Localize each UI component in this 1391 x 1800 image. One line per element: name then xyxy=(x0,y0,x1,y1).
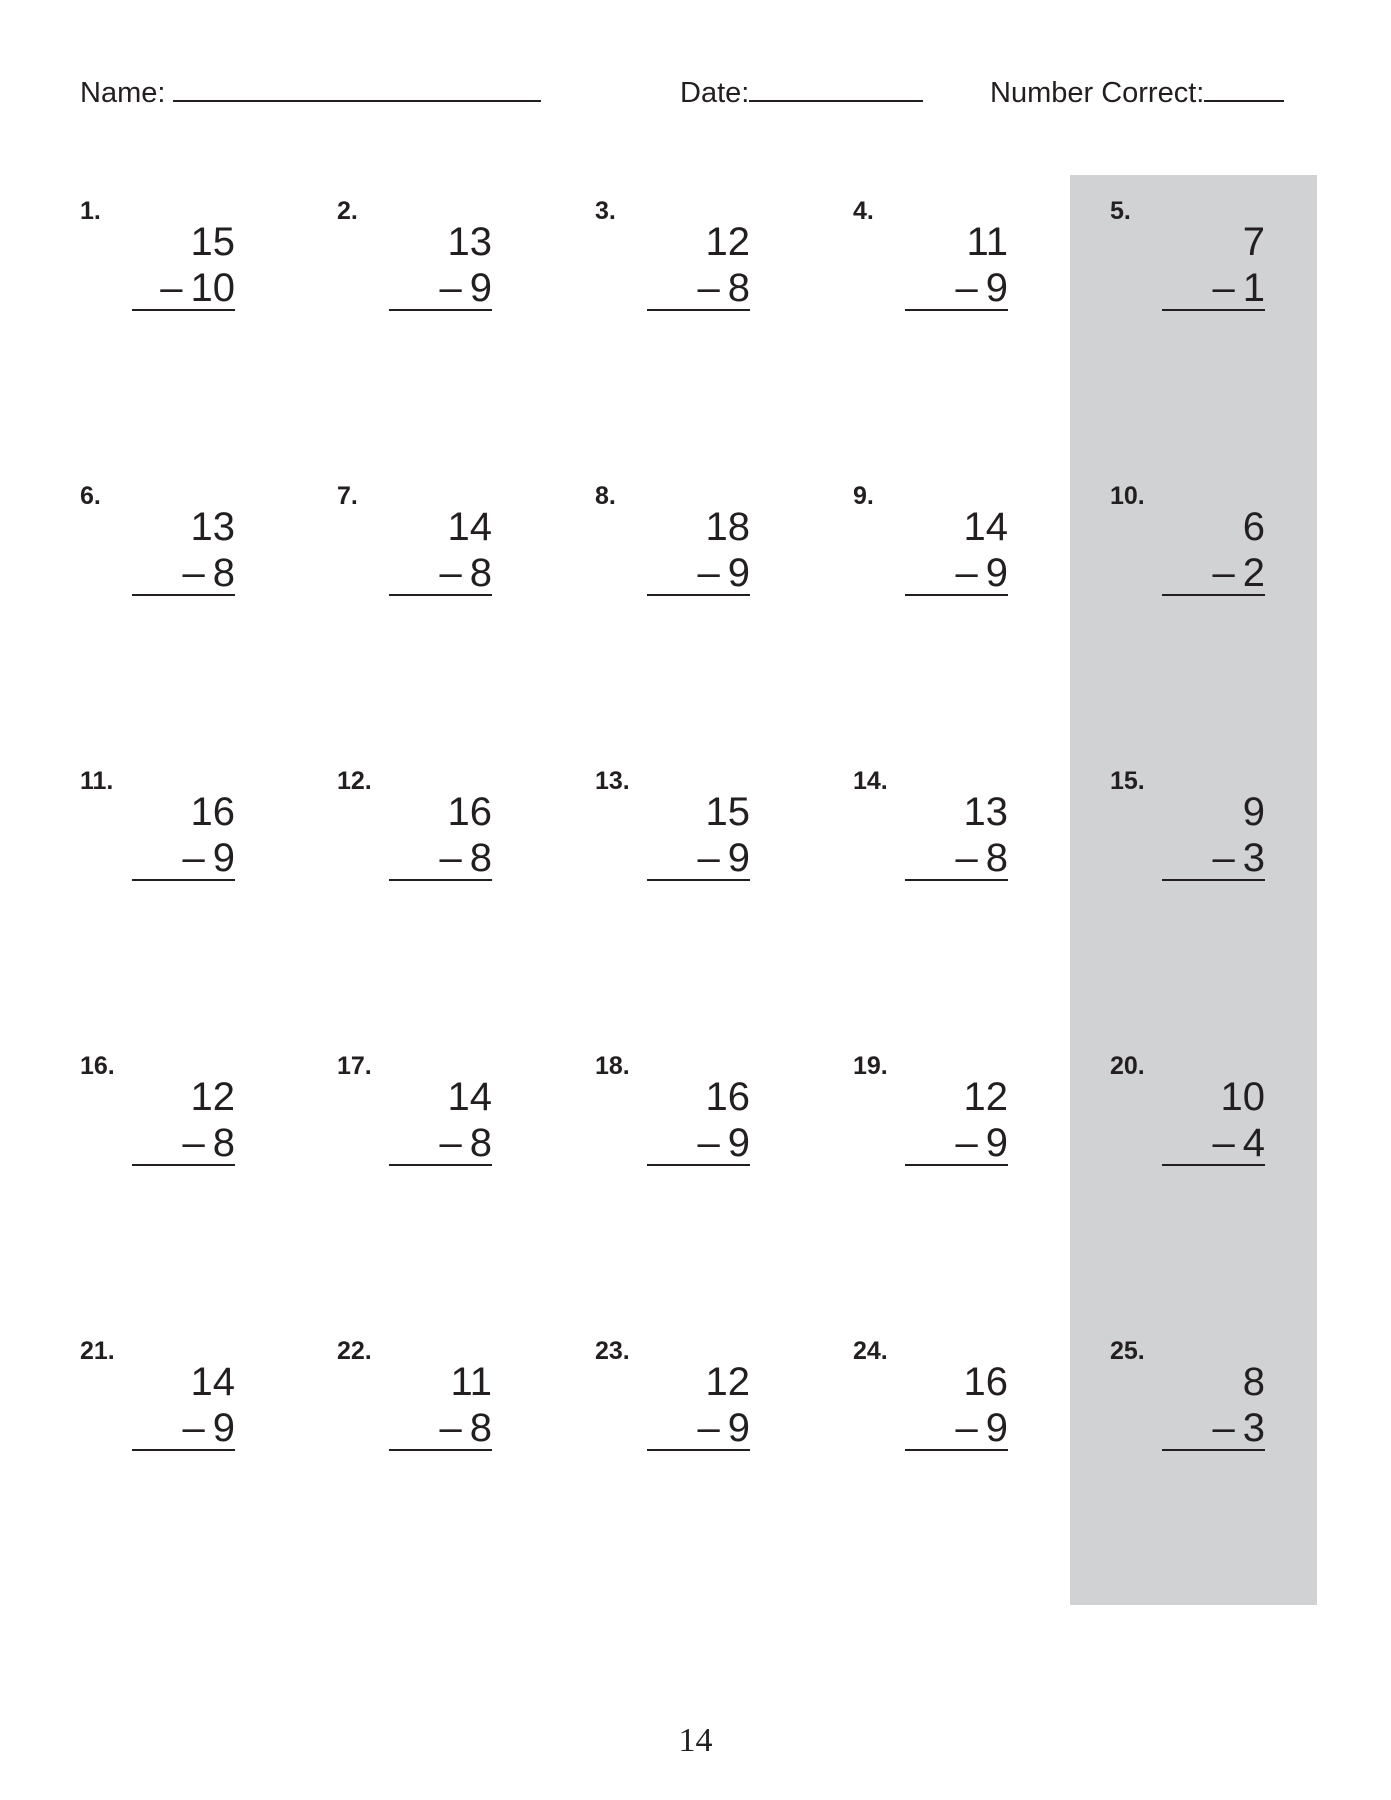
minus-sign: – xyxy=(439,266,462,310)
subtrahend: 9 xyxy=(727,836,750,880)
answer-line[interactable] xyxy=(132,1449,235,1451)
name-label: Name: xyxy=(80,77,166,109)
minuend: 16 xyxy=(447,790,492,834)
subtrahend-line xyxy=(440,835,493,881)
minuend: 13 xyxy=(447,220,492,264)
problem xyxy=(52,460,292,610)
subtrahend-line xyxy=(440,1405,493,1451)
minus-sign: – xyxy=(697,1121,720,1165)
answer-line[interactable] xyxy=(1162,1449,1265,1451)
minuend: 8 xyxy=(1242,1360,1265,1404)
minus-sign: – xyxy=(439,836,462,880)
subtrahend: 9 xyxy=(469,266,492,310)
answer-line[interactable] xyxy=(647,1164,750,1166)
minus-sign: – xyxy=(1212,1406,1235,1450)
answer-line[interactable] xyxy=(1162,309,1265,311)
problem xyxy=(567,175,807,325)
answer-line[interactable] xyxy=(905,1449,1008,1451)
subtrahend-line xyxy=(440,550,493,596)
subtrahend: 8 xyxy=(212,1121,235,1165)
subtrahend: 2 xyxy=(1242,551,1265,595)
minuend: 16 xyxy=(963,1360,1008,1404)
subtrahend-line xyxy=(1213,835,1266,881)
problem-number: 1. xyxy=(80,197,101,225)
subtrahend: 8 xyxy=(469,1121,492,1165)
problem-number: 9. xyxy=(853,482,874,510)
subtrahend: 4 xyxy=(1242,1121,1265,1165)
problem-number: 11. xyxy=(80,767,114,795)
answer-line[interactable] xyxy=(132,309,235,311)
problem xyxy=(567,1315,807,1465)
minuend: 6 xyxy=(1242,505,1265,549)
subtrahend: 9 xyxy=(985,1121,1008,1165)
answer-line[interactable] xyxy=(132,1164,235,1166)
problem-number: 23. xyxy=(595,1337,630,1365)
subtrahend: 9 xyxy=(985,266,1008,310)
problem-number: 20. xyxy=(1110,1052,1145,1080)
subtrahend-line xyxy=(183,1405,236,1451)
problem xyxy=(1082,460,1322,610)
problem xyxy=(825,745,1065,895)
minuend: 14 xyxy=(447,1075,492,1119)
minus-sign: – xyxy=(182,1406,205,1450)
answer-line[interactable] xyxy=(647,309,750,311)
minus-sign: – xyxy=(955,551,978,595)
subtrahend: 9 xyxy=(212,1406,235,1450)
problem-number: 16. xyxy=(80,1052,115,1080)
answer-line[interactable] xyxy=(1162,879,1265,881)
subtrahend-line xyxy=(956,1405,1009,1451)
subtrahend: 9 xyxy=(727,551,750,595)
problem-number: 2. xyxy=(337,197,358,225)
problem-number: 7. xyxy=(337,482,358,510)
problem xyxy=(309,1030,549,1180)
problem-number: 18. xyxy=(595,1052,630,1080)
page-number: 14 xyxy=(678,1722,713,1759)
minus-sign: – xyxy=(955,266,978,310)
problem-number: 24. xyxy=(853,1337,888,1365)
minuend: 12 xyxy=(963,1075,1008,1119)
problem-number: 4. xyxy=(853,197,874,225)
problem xyxy=(52,745,292,895)
answer-line[interactable] xyxy=(132,594,235,596)
answer-line[interactable] xyxy=(905,594,1008,596)
minuend: 13 xyxy=(190,505,235,549)
minus-sign: – xyxy=(182,551,205,595)
minuend: 11 xyxy=(450,1360,492,1404)
subtrahend-line xyxy=(183,1120,236,1166)
minuend: 10 xyxy=(1220,1075,1265,1119)
problem xyxy=(1082,1315,1322,1465)
subtrahend: 8 xyxy=(985,836,1008,880)
minus-sign: – xyxy=(955,836,978,880)
problem xyxy=(52,1315,292,1465)
subtrahend: 10 xyxy=(190,266,235,310)
answer-line[interactable] xyxy=(1162,1164,1265,1166)
minus-sign: – xyxy=(439,551,462,595)
problem xyxy=(52,175,292,325)
subtrahend-line xyxy=(1213,1120,1266,1166)
number-correct-label: Number Correct: xyxy=(990,77,1205,109)
answer-line[interactable] xyxy=(905,309,1008,311)
subtrahend-line xyxy=(183,835,236,881)
subtrahend: 9 xyxy=(985,1406,1008,1450)
subtrahend-line xyxy=(956,550,1009,596)
problem xyxy=(825,460,1065,610)
subtrahend-line xyxy=(440,265,493,311)
subtrahend: 1 xyxy=(1242,266,1265,310)
subtrahend-line xyxy=(1213,265,1266,311)
minus-sign: – xyxy=(697,551,720,595)
subtrahend-line xyxy=(440,1120,493,1166)
problem xyxy=(52,1030,292,1180)
problem xyxy=(309,460,549,610)
problem-number: 3. xyxy=(595,197,616,225)
minuend: 15 xyxy=(705,790,750,834)
problem xyxy=(825,1315,1065,1465)
problem xyxy=(1082,745,1322,895)
subtrahend: 8 xyxy=(469,836,492,880)
minuend: 12 xyxy=(190,1075,235,1119)
subtrahend-line xyxy=(183,550,236,596)
minuend: 13 xyxy=(963,790,1008,834)
minus-sign: – xyxy=(697,1406,720,1450)
problem-number: 19. xyxy=(853,1052,888,1080)
date-label: Date: xyxy=(680,77,750,109)
answer-line[interactable] xyxy=(389,1449,492,1451)
problem-number: 6. xyxy=(80,482,101,510)
minuend: 18 xyxy=(705,505,750,549)
minus-sign: – xyxy=(955,1121,978,1165)
problem xyxy=(825,175,1065,325)
minus-sign: – xyxy=(439,1121,462,1165)
answer-line[interactable] xyxy=(905,1164,1008,1166)
subtrahend-line xyxy=(698,265,751,311)
problem xyxy=(567,460,807,610)
minuend: 14 xyxy=(190,1360,235,1404)
minuend: 14 xyxy=(447,505,492,549)
subtrahend: 3 xyxy=(1242,836,1265,880)
answer-line[interactable] xyxy=(1162,594,1265,596)
subtrahend-line xyxy=(956,1120,1009,1166)
problem-number: 12. xyxy=(337,767,372,795)
subtrahend: 9 xyxy=(985,551,1008,595)
minuend: 16 xyxy=(190,790,235,834)
subtrahend-line xyxy=(956,835,1009,881)
subtrahend-line xyxy=(698,1120,751,1166)
problem xyxy=(567,1030,807,1180)
problem-number: 21. xyxy=(80,1337,115,1365)
subtrahend-line xyxy=(698,1405,751,1451)
subtrahend: 9 xyxy=(727,1406,750,1450)
subtrahend-line xyxy=(698,550,751,596)
minus-sign: – xyxy=(1212,551,1235,595)
minuend: 11 xyxy=(966,220,1008,264)
minuend: 14 xyxy=(963,505,1008,549)
subtrahend: 3 xyxy=(1242,1406,1265,1450)
problem-number: 13. xyxy=(595,767,630,795)
minus-sign: – xyxy=(697,836,720,880)
minus-sign: – xyxy=(182,836,205,880)
minus-sign: – xyxy=(1212,1121,1235,1165)
minus-sign: – xyxy=(182,1121,205,1165)
problem-number: 17. xyxy=(337,1052,372,1080)
minuend: 16 xyxy=(705,1075,750,1119)
problem xyxy=(567,745,807,895)
subtrahend: 9 xyxy=(212,836,235,880)
subtrahend: 8 xyxy=(469,551,492,595)
problem-number: 22. xyxy=(337,1337,372,1365)
answer-line[interactable] xyxy=(389,1164,492,1166)
minus-sign: – xyxy=(1212,266,1235,310)
problem xyxy=(309,1315,549,1465)
answer-line[interactable] xyxy=(905,879,1008,881)
minuend: 9 xyxy=(1242,790,1265,834)
problem xyxy=(309,175,549,325)
answer-line[interactable] xyxy=(132,879,235,881)
problem xyxy=(309,745,549,895)
minuend: 15 xyxy=(190,220,235,264)
problem-number: 5. xyxy=(1110,197,1131,225)
answer-line[interactable] xyxy=(647,1449,750,1451)
subtrahend-line xyxy=(698,835,751,881)
subtrahend: 8 xyxy=(469,1406,492,1450)
problem-number: 14. xyxy=(853,767,888,795)
subtrahend: 9 xyxy=(727,1121,750,1165)
problem-number: 8. xyxy=(595,482,616,510)
problem-number: 15. xyxy=(1110,767,1145,795)
minus-sign: – xyxy=(1212,836,1235,880)
problem xyxy=(825,1030,1065,1180)
minuend: 7 xyxy=(1242,220,1265,264)
problem-number: 25. xyxy=(1110,1337,1145,1365)
minus-sign: – xyxy=(955,1406,978,1450)
subtrahend: 8 xyxy=(727,266,750,310)
subtrahend-line xyxy=(956,265,1009,311)
subtrahend-line xyxy=(1213,1405,1266,1451)
minuend: 12 xyxy=(705,1360,750,1404)
minus-sign: – xyxy=(697,266,720,310)
minuend: 12 xyxy=(705,220,750,264)
problem-number: 10. xyxy=(1110,482,1145,510)
answer-line[interactable] xyxy=(389,594,492,596)
subtrahend-line xyxy=(160,265,235,311)
answer-line[interactable] xyxy=(647,879,750,881)
minus-sign: – xyxy=(160,266,183,310)
answer-line[interactable] xyxy=(389,309,492,311)
subtrahend: 8 xyxy=(212,551,235,595)
problem xyxy=(1082,175,1322,325)
answer-line[interactable] xyxy=(647,594,750,596)
problem xyxy=(1082,1030,1322,1180)
minus-sign: – xyxy=(439,1406,462,1450)
answer-line[interactable] xyxy=(389,879,492,881)
subtrahend-line xyxy=(1213,550,1266,596)
